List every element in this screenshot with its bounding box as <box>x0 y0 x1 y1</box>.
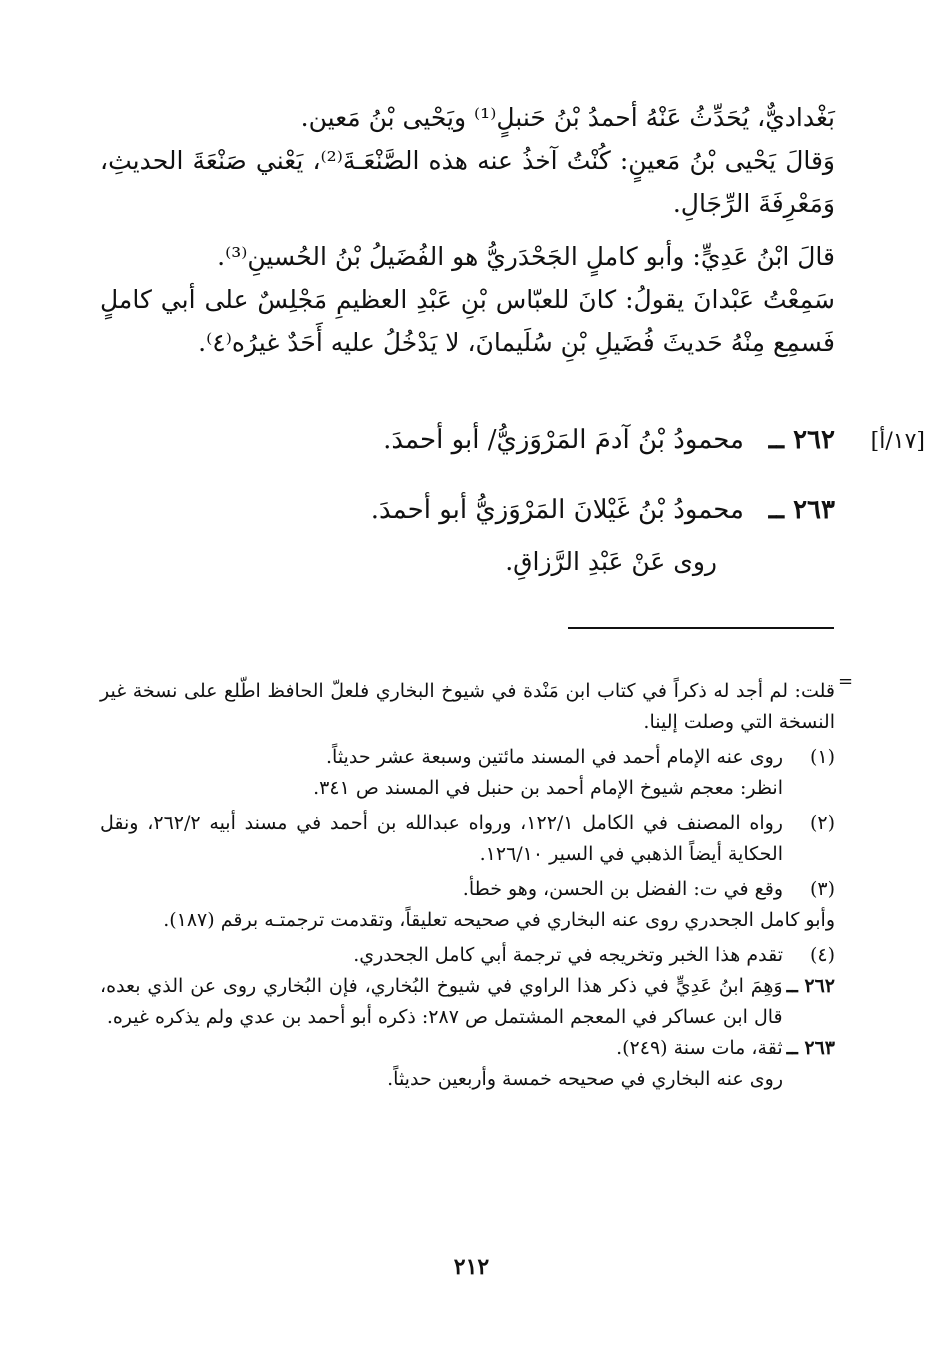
entry-title: محمودُ بْنُ غَيْلانَ المَرْوَزيُّ أبو أحمدَ. <box>370 495 744 525</box>
footnote-text: روى عنه الإمام أحمد في المسند مائتين وسبعة عشر حديثاً. <box>326 746 783 768</box>
footnote-3 <box>100 874 835 905</box>
footnote-extra: روى عنه البخاري في صحيحه خمسة وأربعين حديثاً. <box>387 1068 783 1090</box>
footnote-label: ٢٦٢ ــ <box>786 975 835 997</box>
footnote-extra: وأبو كامل الجحدري روى عنه البخاري في صحيحه تعليقاً، وتقدمت ترجمتـه برقم (١٨٧). <box>163 909 835 931</box>
footnote-text: وقع في ت: الفضل بن الحسن، وهو خطأ. <box>462 878 783 900</box>
main-paragraph: قالَ ابْنُ عَدِيٍّ: وأبو كاملٍ الجَحْدَريُّ هو الفُضَيلُ بْنُ الحُسينِ⁽³⁾. <box>217 242 835 271</box>
page-number: ٢١٢ <box>453 1254 490 1280</box>
footnote-label: (٢) <box>809 812 835 834</box>
footnote-text: وَهِمَ ابنُ عَدِيٍّ في ذكر هذا الراوي في شيوخ البُخاري، فإن البُخاري روى عن الذي بعده، قال ابن عساكر في المعجم المشتمل ص ٢٨٧: ذكره أبو أحمد بن عدي ولم يذكره غيره. <box>100 975 783 1028</box>
footnote-continuation: قلت: لم أجد له ذكراً في كتاب ابن مَنْدة في شيوخ البخاري فلعلّ الحافظ اطّلع على نسخة غير النسخة التي وصلت إلينا. <box>100 680 835 733</box>
entry-263-sub: روى عَنْ عَبْدِ الرَّزاقِ. <box>505 547 717 576</box>
main-paragraph: سَمِعْتُ عَبْدانَ يقولُ: كانَ للعبّاس بْنِ عَبْدِ العظيمِ مَجْلِسٌ على أبي كاملٍ فَسمِع مِنْهُ حَديثَ فُضَيلِ بْنِ سُلَيمانَ، لا يَدْخُلُ عليه أَحَدٌ غيرُه⁽٤⁾. <box>100 285 835 357</box>
entry-number: ٢٦٣ ــ <box>768 495 835 525</box>
footnote-label: ٢٦٣ ــ <box>786 1037 835 1059</box>
footnote-label: (١) <box>809 746 835 768</box>
footnote-text: ثقة، مات سنة (٢٤٩). <box>616 1037 783 1059</box>
footnote-label: (٣) <box>809 878 835 900</box>
entry-262 <box>100 418 835 462</box>
footnote-1 <box>100 742 835 773</box>
footnotes <box>100 676 835 1095</box>
footnote-label: (٤) <box>809 944 835 966</box>
continuation-mark: = <box>838 671 854 692</box>
main-paragraph: وَقالَ يَحْيى بْنُ مَعينٍ: كُنْتُ آخذُ عنه هذه الصَّنْعَـةَ⁽²⁾، يَعْني صَنْعَةَ الحديثِ، وَمَعْرِفَةَ الرِّجَالِ. <box>100 146 835 218</box>
entry-263 <box>100 488 835 532</box>
main-paragraph: بَغْداديٌّ، يُحَدِّثُ عَنْهُ أحمدُ بْنُ حَنبلٍ⁽¹⁾ ويَحْيى بْنُ مَعين. <box>300 103 835 132</box>
footnote-263 <box>100 1033 835 1064</box>
footnote-text: رواه المصنف في الكامل ١٢٢/١، ورواه عبدالله بن أحمد في مسند أبيه ٢٦٢/٢، ونقل الحكاية أيضاً الذهبي في السير ١٢٦/١٠. <box>100 812 783 865</box>
footnote-extra: انظر: معجم شيوخ الإمام أحمد بن حنبل في المسند ص ٣٤١. <box>313 777 783 799</box>
footnote-262 <box>100 971 835 1033</box>
entry-title: محمودُ بْنُ آدمَ المَرْوَزيُّ/ أبو أحمدَ. <box>383 425 744 455</box>
entry-number: ٢٦٢ ــ <box>768 425 835 455</box>
footnote-text: تقدم هذا الخبر وتخريجه في ترجمة أبي كامل الجحدري. <box>353 944 783 966</box>
footnote-2 <box>100 808 835 870</box>
footnote-4 <box>100 940 835 971</box>
margin-folio-ref: [١٧/أ] <box>870 429 925 454</box>
footnote-separator <box>568 627 834 629</box>
main-text <box>100 96 835 364</box>
